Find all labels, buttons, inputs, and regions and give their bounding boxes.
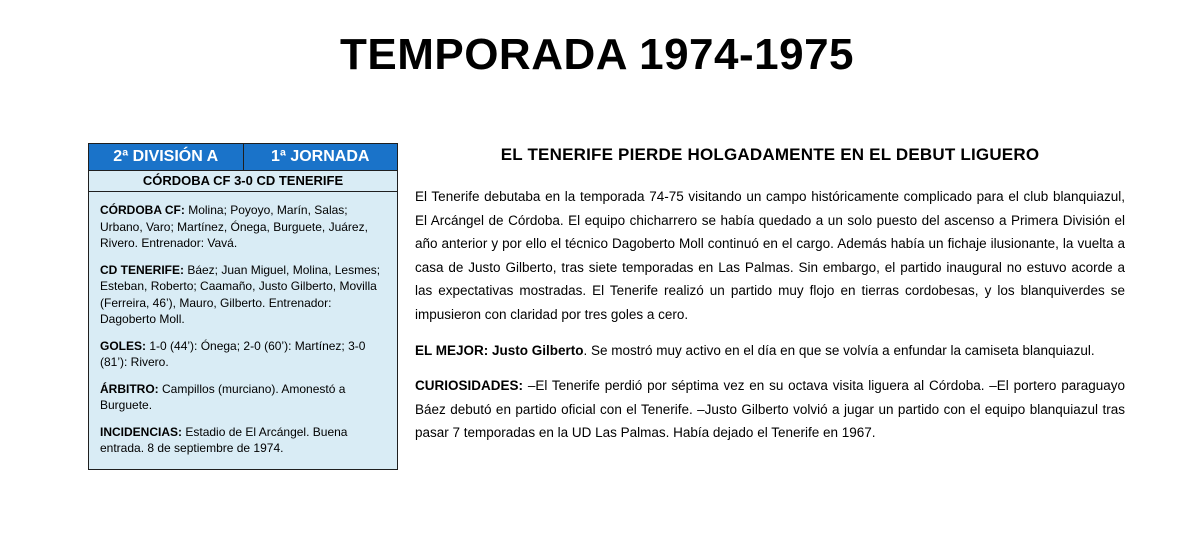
card-header xyxy=(89,144,397,171)
article xyxy=(415,143,1125,457)
section-label: GOLES: xyxy=(100,338,147,353)
section-label: INCIDENCIAS: xyxy=(100,424,183,439)
lineup-cordoba xyxy=(100,202,387,252)
best-player xyxy=(415,339,1125,363)
incidents xyxy=(100,424,387,457)
section-text: Báez; Juan Miguel, Molina, Lesmes; Esteban, Roberto; Caamaño, Justo Gilberto, Movilla (Ferreira, 46’), Mauro, Gilberto. Entrenador: Dagoberto Moll. xyxy=(100,262,381,326)
section-text: Estadio de El Arcángel. Buena entrada. 8 de septiembre de 1974. xyxy=(100,424,348,455)
section-text: 1-0 (44’): Ónega; 2-0 (60’): Martínez; 3-0 (81’): Rivero. xyxy=(100,338,366,369)
page-title: TEMPORADA 1974-1975 xyxy=(339,30,855,79)
goals xyxy=(100,338,387,371)
curiosities-text: –El Tenerife perdió por séptima vez en su octava visita liguera al Córdoba. –El portero paraguayo Báez debutó en partido oficial con el Tenerife. –Justo Gilberto volvió a jugar un partido con el equipo blanquiazul tras pasar 7 temporadas en la UD Las Palmas. Había dejado el Tenerife en 1967. xyxy=(415,378,1125,441)
section-label: CD TENERIFE: xyxy=(100,262,184,277)
section-text: Campillos (murciano). Amonestó a Burguete. xyxy=(100,381,346,412)
card-body xyxy=(89,192,397,469)
section-label: ÁRBITRO: xyxy=(100,381,159,396)
article-body: El Tenerife debutaba en la temporada 74-75 visitando un campo históricamente complicado para el club blanquiazul, El Arcángel de Córdoba. El equipo chicharrero se había quedado a un solo puesto del ascenso a Primera División el año anterior y por ello el técnico Dagoberto Moll continuó en el cargo. Además había un fichaje ilusionante, la vuelta a casa de Justo Gilberto, tras siete temporadas en Las Palmas. Sin embargo, el partido inaugural no estuvo acorde a las expectativas mostradas. El Tenerife realizó un partido muy flojo en tierras cordobesas, y los blanquiverdes se impusieron con claridad por tres goles a cero. xyxy=(415,189,1125,322)
curiosities-label: CURIOSIDADES: xyxy=(415,378,524,394)
best-label: EL MEJOR: Justo Gilberto xyxy=(415,342,584,358)
lineup-tenerife xyxy=(100,262,387,328)
match-card xyxy=(88,143,398,470)
section-text: Molina; Poyoyo, Marín, Salas; Urbano, Varo; Martínez, Ónega, Burguete, Juárez, Rivero. Entrenador: Vavá. xyxy=(100,203,368,250)
jornada-label: 1ª JORNADA xyxy=(243,144,398,170)
match-result: CÓRDOBA CF 3-0 CD TENERIFE xyxy=(89,171,397,192)
article-headline: EL TENERIFE PIERDE HOLGADAMENTE EN EL DEBUT LIGUERO xyxy=(500,145,1040,164)
section-label: CÓRDOBA CF: xyxy=(100,203,185,217)
best-text: . Se mostró muy activo en el día en que se volvía a enfundar la camiseta blanquiazul. xyxy=(583,342,1095,358)
division-label: 2ª DIVISIÓN A xyxy=(113,148,219,165)
referee xyxy=(100,381,387,414)
curiosities xyxy=(415,374,1125,445)
